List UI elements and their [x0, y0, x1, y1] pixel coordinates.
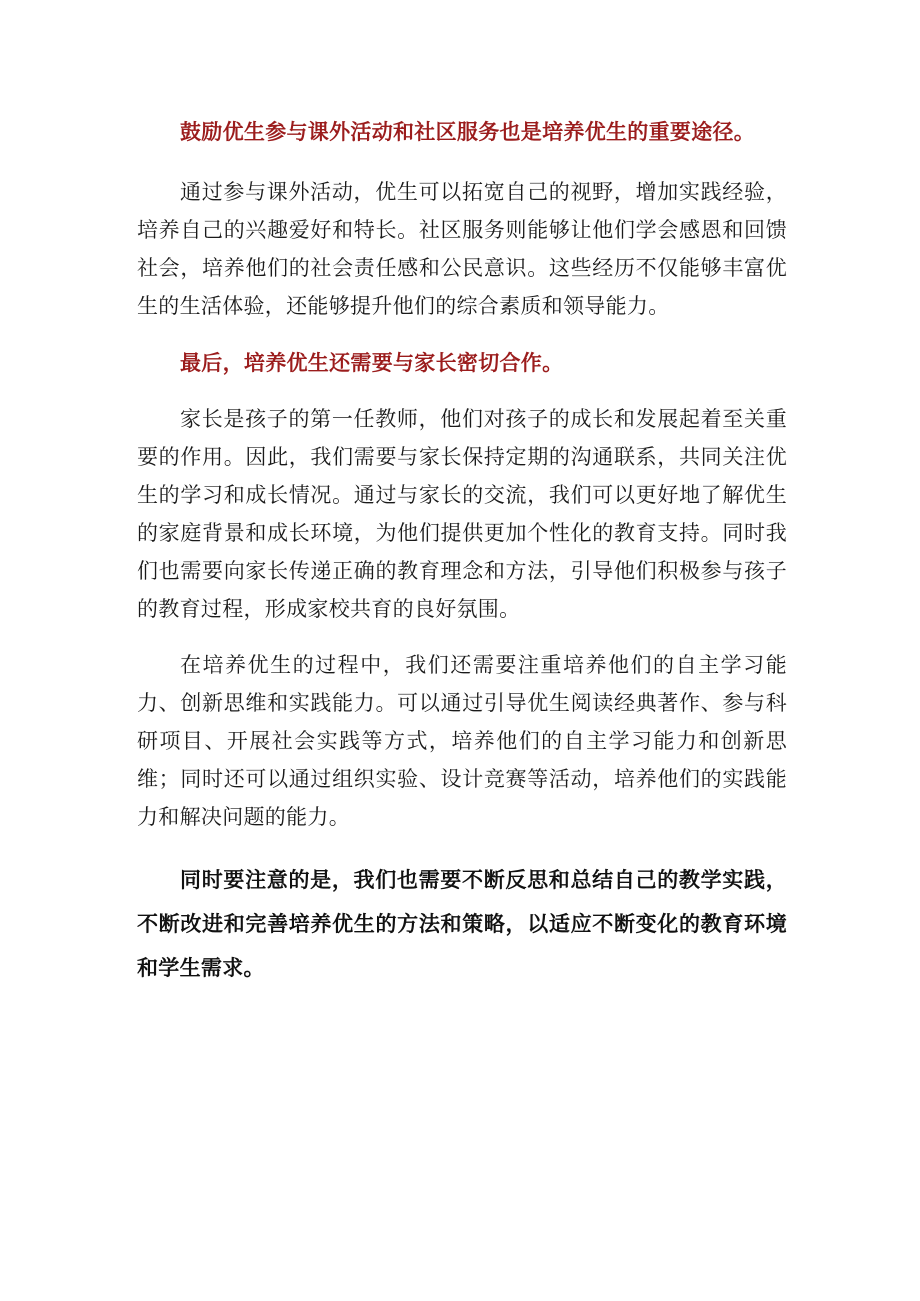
body-paragraph: 通过参与课外活动，优生可以拓宽自己的视野，增加实践经验，培养自己的兴趣爱好和特长。社区服务则能够让他们学会感恩和回馈社会，培养他们的社会责任感和公民意识。这些经历不仅能够丰富优生的生活体验，还能够提升他们的综合素质和领导能力。 [137, 180, 787, 318]
section-heading: 鼓励优生参与课外活动和社区服务也是培养优生的重要途径。 [180, 120, 756, 144]
body-paragraph: 家长是孩子的第一任教师，他们对孩子的成长和发展起着至关重要的作用。因此，我们需要与家长保持定期的沟通联系，共同关注优生的学习和成长情况。通过与家长的交流，我们可以更好地了解优生的家庭背景和成长环境，为他们提供更加个性化的教育支持。同时我们也需要向家长传递正确的教育理念和方法，引导他们积极参与孩子的教育过程，形成家校共育的良好氛围。 [137, 407, 787, 621]
body-paragraph: 在培养优生的过程中，我们还需要注重培养他们的自主学习能力、创新思维和实践能力。可以通过引导优生阅读经典著作、参与科研项目、开展社会实践等方式，培养他们的自主学习能力和创新思维；同时还可以通过组织实验、设计竞赛等活动，培养他们的实践能力和解决问题的能力。 [137, 653, 787, 829]
document-page [137, 113, 787, 990]
closing-paragraph: 同时要注意的是，我们也需要不断反思和总结自己的教学实践，不断改进和完善培养优生的方法和策略，以适应不断变化的教育环境和学生需求。 [137, 868, 787, 980]
section-heading: 最后，培养优生还需要与家长密切合作。 [180, 351, 564, 375]
